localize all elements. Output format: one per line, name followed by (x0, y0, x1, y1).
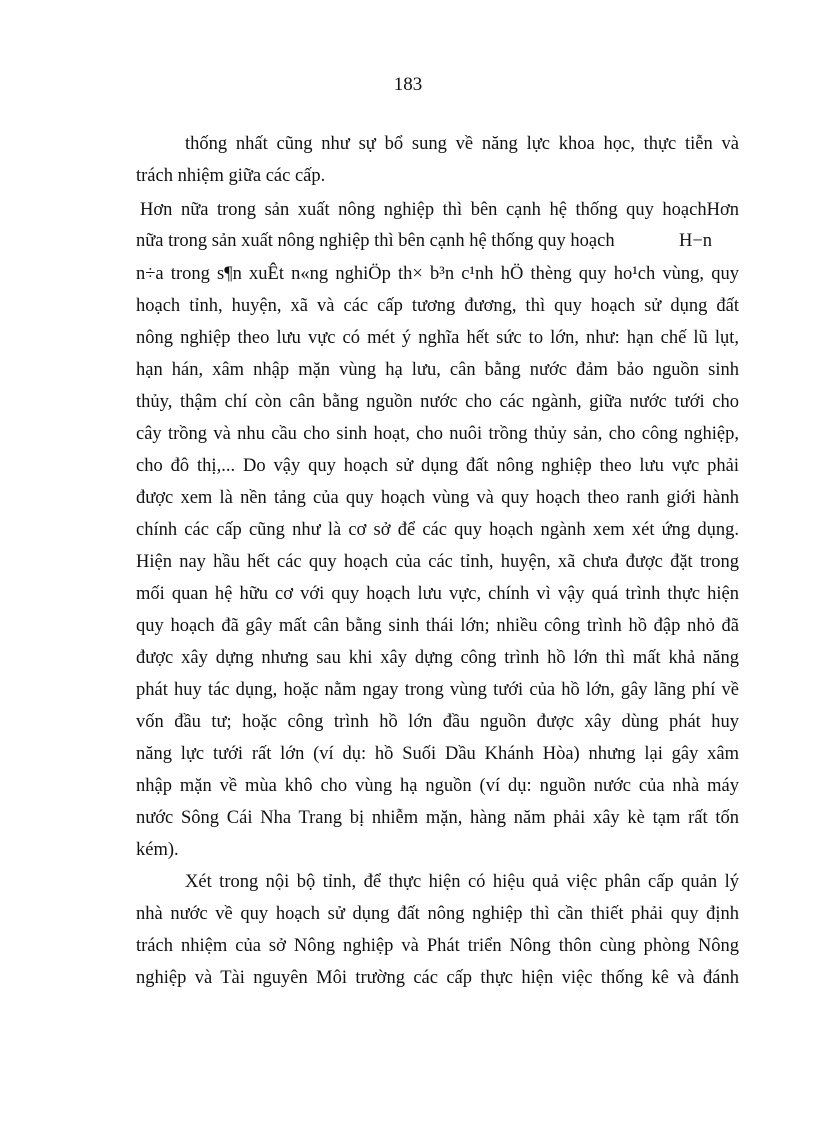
text-line: nữa trong sản xuất nông nghiệp thì bên cạnh hệ thống quy hoạch (136, 231, 615, 251)
text-line: thống nhất cũng như sự bổ sung về năng lực khoa học, thực tiễn và (185, 134, 739, 154)
text-line: nhà nước về quy hoạch sử dụng đất nông nghiệp thì cần thiết phải quy định (136, 904, 739, 924)
text-line: hạn hán, xâm nhập mặn vùng hạ lưu, cân bằng nước đảm bảo nguồn sinh (136, 360, 739, 380)
text-line: hoạch tỉnh, huyện, xã và các cấp tương đương, thì quy hoạch sử dụng đất (136, 296, 739, 316)
text-line: nghiệp và Tài nguyên Môi trường các cấp thực hiện việc thống kê và đánh (136, 968, 739, 988)
text-line: Hiện nay hầu hết các quy hoạch của các tỉnh, huyện, xã chưa được đặt trong (136, 552, 739, 572)
text-line: Xét trong nội bộ tỉnh, để thực hiện có hiệu quả việc phân cấp quản lý (185, 872, 739, 892)
text-line: cây trồng và nhu cầu cho sinh hoạt, cho nuôi trồng thủy sản, cho công nghiệp, (136, 424, 739, 444)
text-line: được xây dựng nhưng sau khi xây dựng công trình hồ lớn thì mất khả năng (136, 648, 739, 668)
text-line: thủy, thậm chí còn cân bằng nguồn nước cho các ngành, giữa nước tưới cho (136, 392, 739, 412)
text-line: năng lực tưới rất lớn (ví dụ: hồ Suối Dầu Khánh Hòa) nhưng lại gây xâm (136, 744, 739, 764)
text-line: mối quan hệ hữu cơ với quy hoạch lưu vực, chính vì vậy quá trình thực hiện (136, 584, 739, 604)
text-line: nước Sông Cái Nha Trang bị nhiễm mặn, hàng năm phải xây kè tạm rất tốn (136, 808, 739, 828)
text-line: nông nghiệp theo lưu vực có mét ý nghĩa hết sức to lớn, như: hạn chế lũ lụt, (136, 328, 739, 348)
text-line: quy hoạch đã gây mất cân bằng sinh thái lớn; nhiều công trình hồ đập nhỏ đã (136, 616, 739, 636)
text-line: Hơn nữa trong sản xuất nông nghiệp thì bên cạnh hệ thống quy hoạchHơn (140, 200, 739, 220)
text-line: kém). (136, 840, 179, 860)
page-number: 183 (393, 74, 423, 95)
text-line: n÷a trong s¶n xuÊt n«ng nghiÖp th× b³n c¹nh hÖ thèng quy ho¹ch vùng, quy (136, 264, 739, 284)
text-line: được xem là nền tảng của quy hoạch vùng và quy hoạch theo ranh giới hành (136, 488, 739, 508)
text-line: cho đô thị,... Do vậy quy hoạch sử dụng đất nông nghiệp theo lưu vực phải (136, 456, 739, 476)
text-line: phát huy tác dụng, hoặc nằm ngay trong vùng tưới của hồ lớn, gây lãng phí về (136, 680, 739, 700)
text-line-fragment: H−n (679, 231, 713, 251)
text-line: trách nhiệm giữa các cấp. (136, 166, 326, 186)
text-line: chính các cấp cũng như là cơ sở để các quy hoạch ngành xem xét ứng dụng. (136, 520, 739, 540)
text-line: trách nhiệm của sở Nông nghiệp và Phát triển Nông thôn cùng phòng Nông (136, 936, 739, 956)
text-line: nhập mặn về mùa khô cho vùng hạ nguồn (ví dụ: nguồn nước của nhà máy (136, 776, 739, 796)
text-line: vốn đầu tư; hoặc công trình hồ lớn đầu nguồn được xây dùng phát huy (136, 712, 739, 732)
